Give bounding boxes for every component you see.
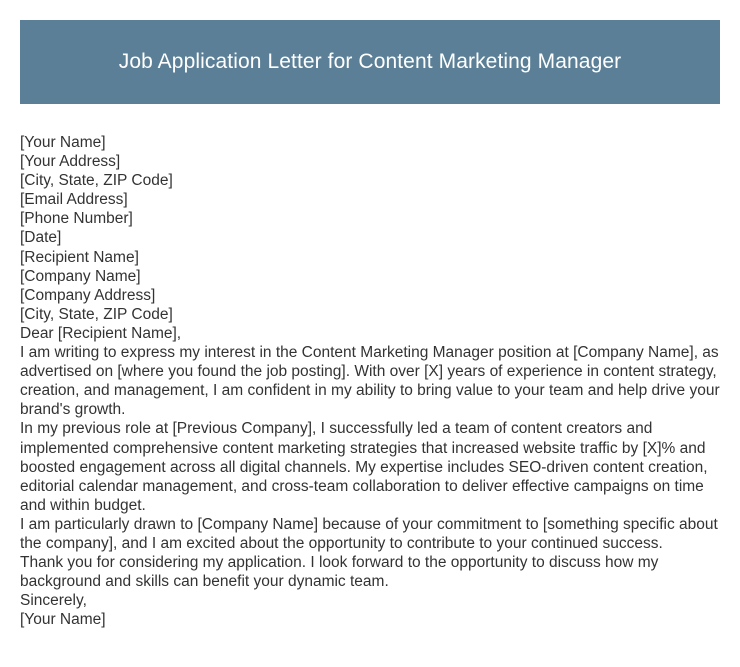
letter-date: [Date] <box>20 229 62 247</box>
closing: Sincerely, <box>20 592 87 610</box>
salutation: Dear [Recipient Name], <box>20 324 182 342</box>
letter-body <box>20 133 726 629</box>
sender-phone: [Phone Number] <box>20 210 133 228</box>
company-city-state-zip: [City, State, ZIP Code] <box>20 305 173 323</box>
sender-email: [Email Address] <box>20 191 128 209</box>
body-paragraph-experience: In my previous role at [Previous Company], I successfully led a team of content creators and implemented comprehensive content marketing strategies that increased website traffic by [X]% and boosted engagement across all digital channels. My expertise includes SEO-driven content creation, editorial calendar management, and cross-team collaboration to deliver effective campaigns on time and within budget. <box>20 420 708 514</box>
company-name: [Company Name] <box>20 267 141 285</box>
body-paragraph-intro: I am writing to express my interest in the Content Marketing Manager position at [Company Name], as advertised on [where you found the job posting]. With over [X] years of experience in content strategy, creation, and management, I am confident in my ability to bring value to your team and help drive your brand's growth. <box>20 344 720 419</box>
sender-name: [Your Name] <box>20 134 106 151</box>
company-address: [Company Address] <box>20 286 156 304</box>
sender-address: [Your Address] <box>20 153 121 171</box>
recipient-name: [Recipient Name] <box>20 248 139 266</box>
title-banner <box>20 20 720 104</box>
body-paragraph-motivation: I am particularly drawn to [Company Name] because of your commitment to [something specific about the company], and I am excited about the opportunity to contribute to your continued success. <box>20 515 718 552</box>
sender-city-state-zip: [City, State, ZIP Code] <box>20 172 173 190</box>
signature-name: [Your Name] <box>20 611 106 629</box>
page-title: Job Application Letter for Content Marketing Manager <box>118 50 622 73</box>
body-paragraph-closing: Thank you for considering my application. I look forward to the opportunity to discuss how my background and skills can benefit your dynamic team. <box>20 554 659 591</box>
